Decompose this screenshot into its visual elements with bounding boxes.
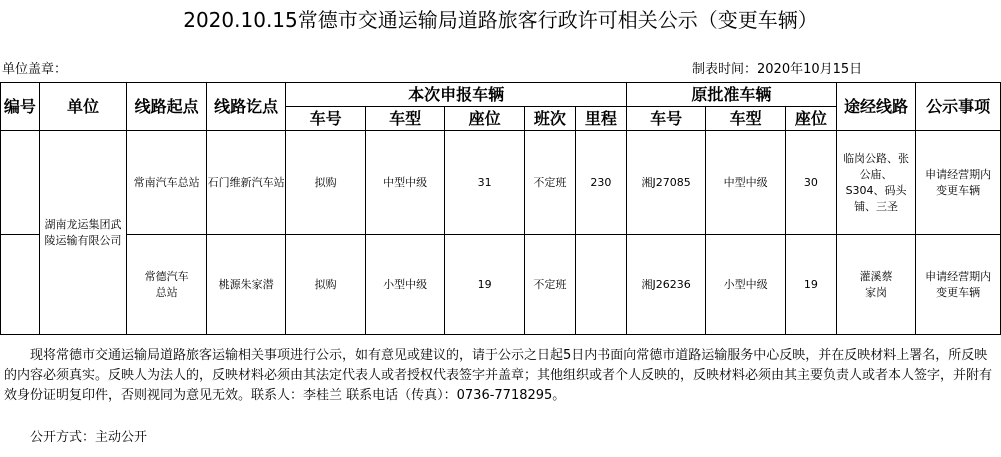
header-orig-seats: 座位 [785, 107, 836, 131]
route-start: 常南汽车总站 [127, 131, 207, 235]
cur-mileage [575, 235, 626, 335]
cur-seats: 19 [445, 235, 525, 335]
cur-plate: 拟购 [286, 235, 366, 335]
route-start: 常德汽车总站 [127, 235, 207, 335]
unit-stamp-label: 单位盖章： [2, 62, 68, 77]
publicity-item: 申请经营期内变更车辆 [916, 131, 1001, 235]
header-end: 线路讫点 [206, 83, 286, 131]
publish-method: 公开方式：主动公开 [30, 430, 148, 445]
orig-model: 小型中级 [706, 235, 786, 335]
made-time: 制表时间：2020年10月15日 [692, 62, 863, 77]
table-row [1, 131, 1001, 235]
header-orig-plate: 车号 [626, 107, 706, 131]
header-cur-mileage: 里程 [575, 107, 626, 131]
cur-shift: 不定班 [524, 131, 575, 235]
page-title: 2020.10.15常德市交通运输局道路旅客行政许可相关公示（变更车辆） [183, 8, 818, 32]
via-route: 灌溪蔡家岗 [836, 235, 916, 335]
header-via: 途经线路 [836, 83, 916, 131]
header-original-vehicles: 原批准车辆 [626, 83, 836, 107]
cur-model: 小型中级 [365, 235, 445, 335]
route-end: 桃源朱家潜 [206, 235, 286, 335]
notice-text: 现将常德市交通运输局道路旅客运输相关事项进行公示，如有意见或建议的，请于公示之日起5日内书面向常德市道路运输服务中心反映，并在反映材料上署名，所反映的内容必须真实。反映人为法人的，反映材料必须由其法定代表人或者授权代表签字并盖章；其他组织或者个人反映的，反映材料必须由其主要负责人或者本人签字，并附有效身份证明复印件，否则视同为意见无效。联系人：李桂兰 联系电话（传真）：0736-7718295。 [4, 348, 993, 403]
header-cur-seats: 座位 [445, 107, 525, 131]
unit-name: 湖南龙运集团武陵运输有限公司 [39, 131, 127, 335]
row-no [1, 131, 40, 235]
permit-table [0, 82, 1001, 335]
orig-seats: 19 [785, 235, 836, 335]
cur-model: 中型中级 [365, 131, 445, 235]
orig-plate: 湘J27085 [626, 131, 706, 235]
via-route: 临岗公路、张公庙、S304、码头铺、三圣 [836, 131, 916, 235]
route-end: 石门维新汽车站 [206, 131, 286, 235]
header-orig-model: 车型 [706, 107, 786, 131]
header-start: 线路起点 [127, 83, 207, 131]
orig-model: 中型中级 [706, 131, 786, 235]
header-unit: 单位 [39, 83, 127, 131]
orig-plate: 湘J26236 [626, 235, 706, 335]
header-item: 公示事项 [916, 83, 1001, 131]
header-current-vehicles: 本次申报车辆 [286, 83, 626, 107]
table-row [1, 235, 1001, 335]
orig-seats: 30 [785, 131, 836, 235]
cur-plate: 拟购 [286, 131, 366, 235]
row-no [1, 235, 40, 335]
cur-shift: 不定班 [524, 235, 575, 335]
cur-mileage: 230 [575, 131, 626, 235]
header-no: 编号 [1, 83, 40, 131]
cur-seats: 31 [445, 131, 525, 235]
header-cur-plate: 车号 [286, 107, 366, 131]
header-cur-shift: 班次 [524, 107, 575, 131]
header-cur-model: 车型 [365, 107, 445, 131]
publicity-item: 申请经营期内变更车辆 [916, 235, 1001, 335]
